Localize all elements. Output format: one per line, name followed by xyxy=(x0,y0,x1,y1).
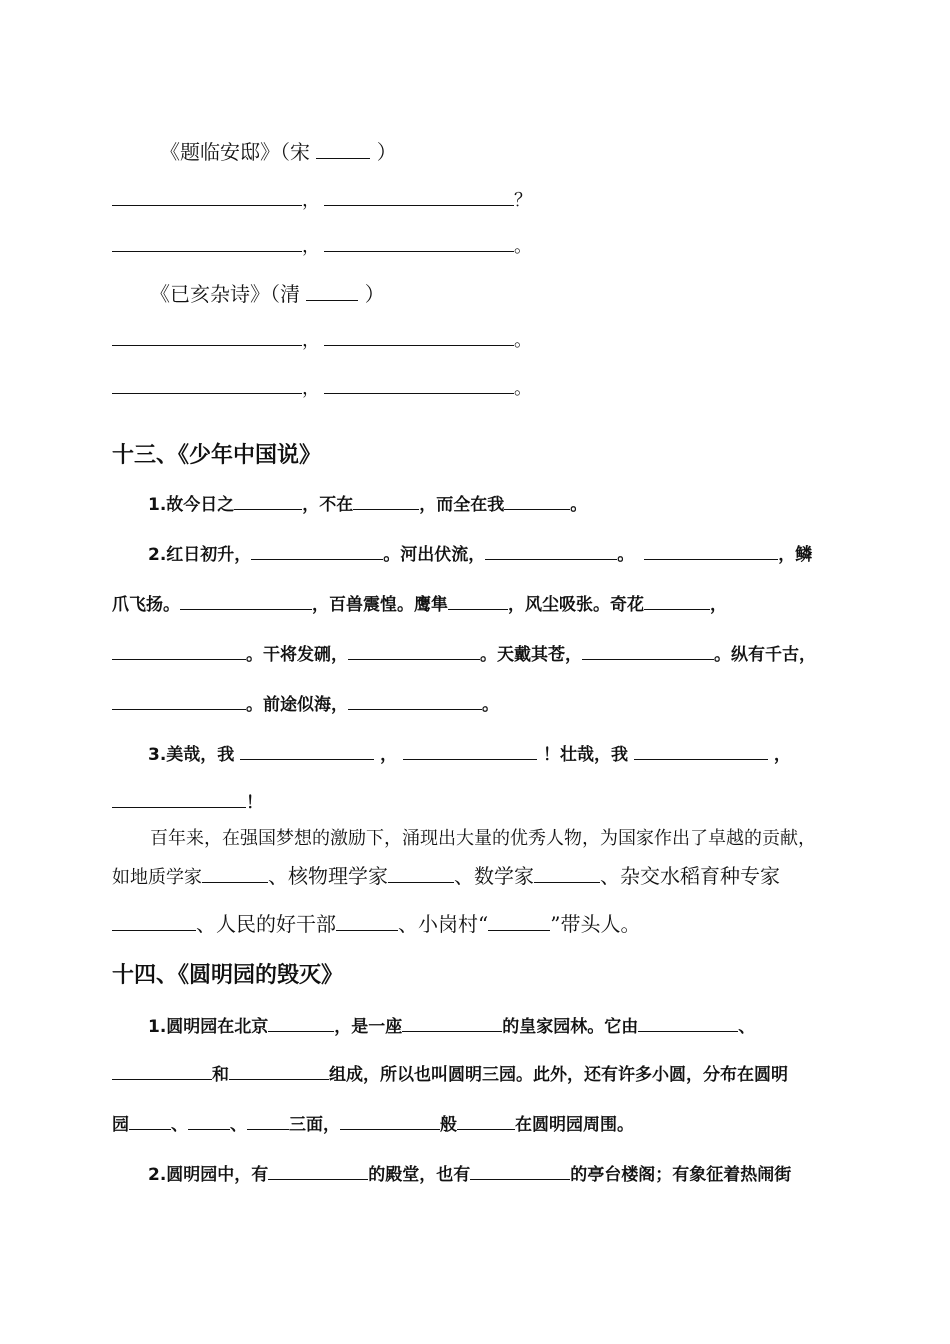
answer-blank[interactable] xyxy=(448,593,508,610)
q14-1-line-2: 和 组成，所以也叫圆明三园。此外，还有许多小圆，分布在圆明 xyxy=(112,1060,788,1085)
answer-blank[interactable] xyxy=(488,914,550,931)
answer-blank[interactable] xyxy=(202,866,268,883)
answer-blank[interactable] xyxy=(234,493,302,510)
answer-blank[interactable] xyxy=(348,643,480,660)
answer-blank[interactable] xyxy=(229,1063,329,1080)
answer-blank[interactable] xyxy=(340,1113,440,1130)
answer-blank[interactable] xyxy=(112,233,302,252)
paragraph-line-1: 百年来，在强国梦想的激励下，涌现出大量的优秀人物，为国家作出了卓越的贡献， xyxy=(150,828,816,849)
answer-blank[interactable] xyxy=(112,643,246,660)
q14-1-line-3: 园 、 、 三面， 般 在圆明园周围。 xyxy=(112,1115,634,1135)
answer-blank[interactable] xyxy=(268,1015,334,1032)
poem-title-2: 《已亥杂诗》（清 ） xyxy=(150,282,385,306)
answer-blank[interactable] xyxy=(251,543,383,560)
answer-blank[interactable] xyxy=(534,866,600,883)
answer-blank[interactable] xyxy=(129,1113,171,1130)
answer-blank[interactable] xyxy=(353,493,419,510)
answer-blank[interactable] xyxy=(582,643,714,660)
q13-2-line-2: 爪飞扬。 ，百兽震惶。鹰隼 ，风尘吸张。奇花 ， xyxy=(112,595,727,615)
answer-blank[interactable] xyxy=(504,493,570,510)
paragraph-line-3: 、人民的好干部 、小岗村“ ”带头人。 xyxy=(112,908,640,937)
answer-blank[interactable] xyxy=(112,693,246,710)
poem-title-1: 《题临安邸》（宋 ） xyxy=(160,140,397,164)
paragraph-line-2: 如地质学家 、核物理学家 、数学家 、杂交水稻育种专家 xyxy=(112,864,780,888)
answer-blank[interactable] xyxy=(638,1015,738,1032)
answer-blank[interactable] xyxy=(348,693,482,710)
answer-blank[interactable] xyxy=(324,375,514,394)
answer-blank[interactable] xyxy=(324,187,514,206)
q14-1-line-1: 1.圆明园在北京 ，是一座 的皇家园林。它由 、 xyxy=(148,1017,756,1037)
answer-blank[interactable] xyxy=(324,233,514,252)
answer-blank[interactable] xyxy=(180,593,312,610)
poem-line-3: ， 。 xyxy=(112,326,532,352)
answer-blank[interactable] xyxy=(240,743,374,760)
q13-3-line-2: ！ xyxy=(112,788,263,813)
section-heading-14: 十四、《圆明园的毁灭》 xyxy=(112,963,344,988)
q14-2-line-1: 2.圆明园中，有 的殿堂，也有 的亭台楼阁；有象征着热闹街 xyxy=(148,1165,792,1185)
answer-blank[interactable] xyxy=(402,1015,502,1032)
answer-blank[interactable] xyxy=(403,743,537,760)
poem-line-2: ， 。 xyxy=(112,232,532,258)
q13-1: 1.故今日之 ，不在 ，而全在我 。 xyxy=(148,495,588,515)
answer-blank[interactable] xyxy=(112,327,302,346)
answer-blank[interactable] xyxy=(112,187,302,206)
answer-blank[interactable] xyxy=(644,543,778,560)
poem-line-4: ， 。 xyxy=(112,374,532,400)
answer-blank[interactable] xyxy=(457,1113,515,1130)
answer-blank[interactable] xyxy=(112,375,302,394)
answer-blank[interactable] xyxy=(268,1163,368,1180)
answer-blank[interactable] xyxy=(485,543,617,560)
answer-blank[interactable] xyxy=(644,593,710,610)
answer-blank[interactable] xyxy=(388,866,454,883)
answer-blank[interactable] xyxy=(112,914,196,931)
q13-2-line-1: 2.红日初升， 。河出伏流， 。 ，鳞 xyxy=(148,545,813,565)
answer-blank[interactable] xyxy=(634,743,768,760)
q13-2-line-3: 。干将发硎， 。天戴其苍， 。纵有千古， xyxy=(112,640,816,665)
q13-3-line-1: 3.美哉，我 ， ！壮哉，我 ， xyxy=(148,745,791,765)
poem-line-1: ， ？ xyxy=(112,186,532,212)
author-blank[interactable] xyxy=(316,140,370,159)
answer-blank[interactable] xyxy=(112,791,246,808)
answer-blank[interactable] xyxy=(188,1113,230,1130)
q13-2-line-4: 。前途似海， 。 xyxy=(112,690,499,715)
answer-blank[interactable] xyxy=(112,1063,212,1080)
section-heading-13: 十三、《少年中国说》 xyxy=(112,443,322,468)
answer-blank[interactable] xyxy=(247,1113,289,1130)
answer-blank[interactable] xyxy=(336,914,398,931)
answer-blank[interactable] xyxy=(324,327,514,346)
author-blank[interactable] xyxy=(306,282,358,301)
answer-blank[interactable] xyxy=(470,1163,570,1180)
